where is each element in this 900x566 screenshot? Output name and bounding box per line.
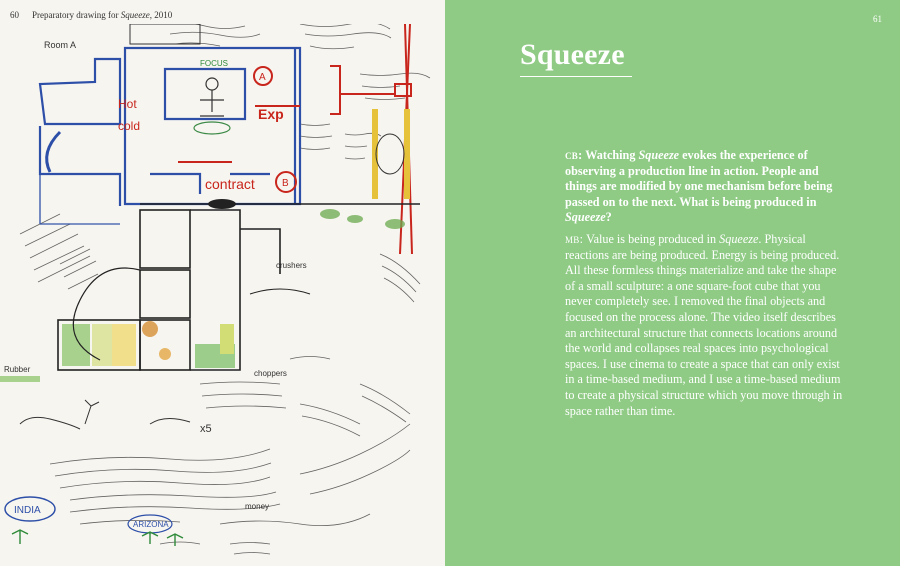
- left-page: [0, 0, 445, 566]
- label-rubber: Rubber: [4, 365, 31, 374]
- label-cold: cold: [118, 119, 141, 133]
- interview-question: [565, 148, 845, 226]
- question-text-1: Watching: [582, 148, 639, 162]
- answer-speaker: mb:: [565, 232, 584, 246]
- title-underline: [520, 76, 632, 77]
- label-money: money: [245, 502, 270, 511]
- label-arizona: ARIZONA: [133, 520, 169, 529]
- preparatory-drawing: [0, 24, 445, 566]
- label-room: Room A: [44, 40, 77, 50]
- answer-text-1: Value is being produced in: [583, 232, 720, 246]
- label-focus: FOCUS: [200, 59, 228, 68]
- question-italic-1: Squeeze: [638, 148, 680, 162]
- interview-answer: [565, 232, 847, 419]
- page-title: Squeeze: [520, 38, 625, 71]
- label-x5: x5: [200, 423, 212, 435]
- label-crushers: crushers: [276, 261, 307, 270]
- label-contract: contract: [205, 176, 255, 192]
- caption-title: Squeeze: [120, 10, 150, 20]
- question-text-2: evokes the experience of observing a production line in action. People and things are modified by one mechanism before being passed on to the next. What is being produced in: [565, 148, 833, 209]
- label-india: INDIA: [14, 505, 41, 516]
- label-a: A: [259, 72, 266, 83]
- question-italic-2: Squeeze: [565, 210, 606, 225]
- figure-caption: [32, 10, 172, 20]
- label-choppers: choppers: [254, 369, 287, 378]
- question-text-3: ?: [605, 210, 612, 225]
- label-exp: Exp: [258, 106, 284, 122]
- page-number-left: 60: [10, 10, 19, 20]
- caption-prefix: Preparatory drawing for: [32, 10, 121, 20]
- right-page: [445, 0, 900, 566]
- answer-text-2: . Physical reactions are being produced. Energy is being produced. All these formless things materialize and take the shape of a small sculpture: a one square-foot cube that you never completely see. I removed the final objects and focused on the process alone. The video itself describes an architectural structure that connects locations around the world and collapses real spaces into psychological spaces. I use cinema to create a space that can only exist in a time-based medium, and I use a time-based medium to create a physical structure which you move through in space rather than time.: [565, 232, 843, 418]
- label-hot: Hot: [118, 97, 137, 111]
- label-b: B: [282, 178, 289, 189]
- answer-italic-1: Squeeze: [719, 232, 759, 246]
- caption-suffix: , 2010: [149, 10, 173, 20]
- question-speaker: cb:: [565, 148, 583, 162]
- page-number-right: 61: [873, 14, 882, 24]
